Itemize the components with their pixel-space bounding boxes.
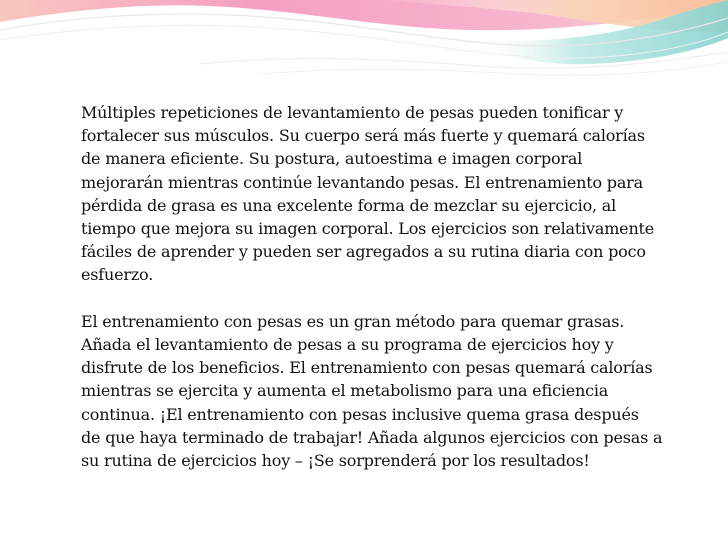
body-text [81,101,681,472]
paragraph-spacer [81,287,681,310]
paragraph-2: El entrenamiento con pesas es un gran método para quemar grasas. Añada el levantamiento de pesas a su programa de ejercicios hoy y disfrute de los beneficios. El entrenamiento con pesas quemará calorías mientras se ejercita y aumenta el metabolismo para una eficiencia continua. ¡El entrenamiento con pesas inclusive quema grasa después de que haya terminado de trabajar! Añada algunos ejercicios con pesas a su rutina de ejercicios hoy – ¡Se sorprenderá por los resultados! [81,311,663,471]
decorative-wave-banner [0,0,728,80]
paragraph-1: Múltiples repeticiones de levantamiento de pesas pueden tonificar y fortalecer sus músculos. Su cuerpo será más fuerte y quemará calorías de manera eficiente. Su postura, autoestima e imagen corporal mejorarán mientras continúe levantando pesas. El entrenamiento para pérdida de grasa es una excelente forma de mezclar su ejercicio, al tiempo que mejora su imagen corporal. Los ejercicios son relativamente fáciles de aprender y pueden ser agregados a su rutina diaria con poco esfuerzo. [81,103,655,285]
